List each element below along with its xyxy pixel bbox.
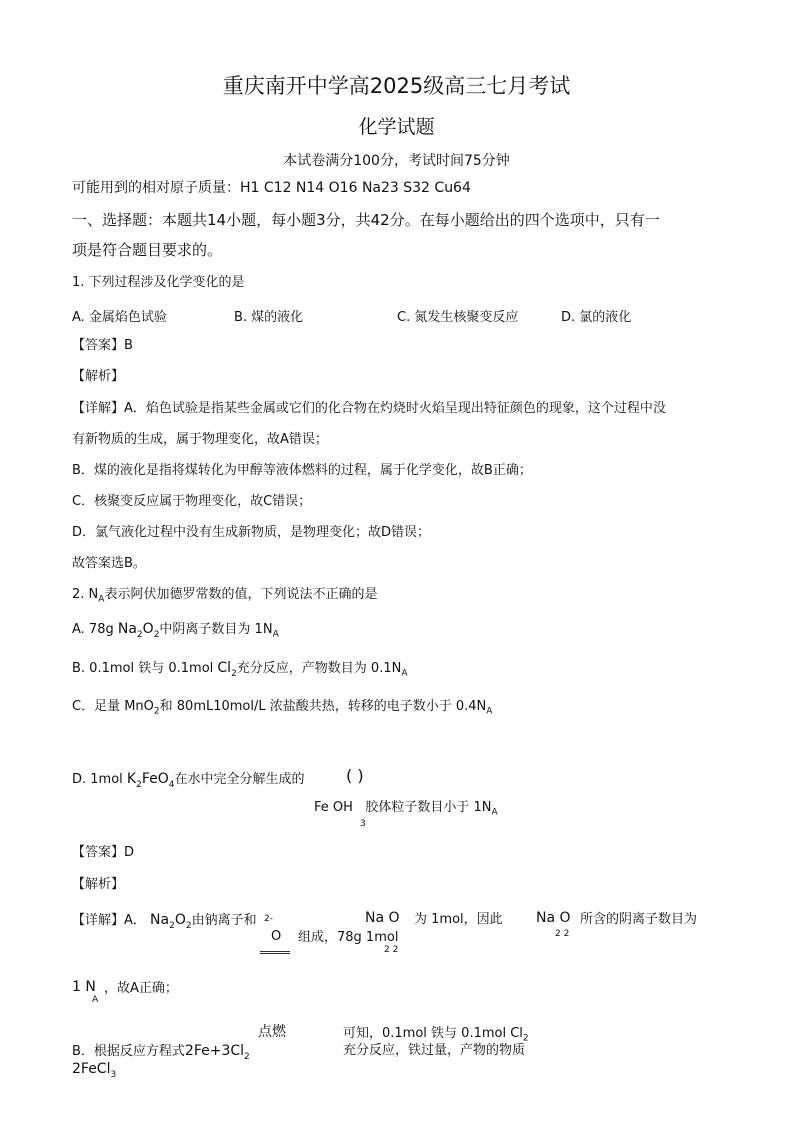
q1-option-d: D. 氯的液化 [561,310,632,325]
q1-detail-5: D．氯气液化过程中没有生成新物质，是物理变化；故D错误； [72,525,431,540]
q2-analysis-label: 【解析】 [72,877,125,892]
subject-title: 化学试题 [358,116,435,138]
q2-detail-b-cont: 充分反应，铁过量，产物的物质 [343,1043,526,1058]
q2-detail-a-end: 所含的阴离子数目为 [580,912,698,927]
atomic-masses: 可能用到的相对原子质量：H1 C12 N14 O16 Na23 S32 Cu64 [72,180,471,196]
q1-analysis-label: 【解析】 [72,369,125,384]
q1-detail-4: C．核聚变反应属于物理变化，故C错误； [72,494,312,509]
q1-answer: 【答案】B [72,338,133,353]
q2-option-a: A. 78g $Na_2O_2$中阴离子数目为 $1N_A$ [72,621,279,640]
q2-option-c: C．足量 MnO$_2$和 80mL10mol/L 浓盐酸共热，转移的电子数小于 $0.4N_A$ [72,699,493,717]
q2-detail-b-cond: 点燃 [258,1024,286,1040]
q1-option-a: A. 金属焰色试验 [72,310,167,325]
q2-detail-a-start: 【详解】A． $Na_2O_2$由钠离子和 [72,912,257,931]
q2-detail-a-rule [260,951,290,954]
q2-detail-b-product: 2FeCl$_3$ [72,1061,117,1080]
q1-detail-1: 【详解】A．焰色试验是指某些金属或它们的化合物在灼烧时火焰呈现出特征颜色的现象，这个过程中没 [72,401,666,416]
q2-detail-a-nao: Na O [365,910,400,926]
q2-detail-a-compose: 组成，78g 1mol [298,930,399,945]
q2-detail-a-peroxide: O [271,929,282,944]
q2-detail-a-charge: 2- [264,914,273,924]
q1-conclusion: 故答案选B。 [72,556,146,571]
q2-detail-a-correct: ，故A正确； [104,981,178,996]
q1-option-b: B. 煤的液化 [234,310,304,325]
q2-detail-a-1n-sub: A [92,995,99,1005]
q1-stem: 1. 下列过程涉及化学变化的是 [72,275,245,290]
q1-option-c: C. 氮发生核聚变反应 [397,310,519,325]
q1-detail-3: B．煤的液化是指将煤转化为甲醇等液体燃料的过程，属于化学变化，故B正确； [72,463,532,478]
exam-info: 本试卷满分100分，考试时间75分钟 [283,153,510,169]
q2-option-d: D. 1mol $K_2FeO_4$在水中完全分解生成的 [72,771,305,790]
section-heading-line2: 项是符合题目要求的。 [72,241,223,259]
q2-detail-a-mol: 为 1mol，因此 [414,912,503,927]
section-heading-line1: 一、选择题：本题共14小题，每小题3分，共42分。在每小题给出的四个选项中，只有一 [72,211,660,229]
q2-option-d-sub3: 3 [360,819,366,829]
q2-detail-b-start: B．根据反应方程式$2Fe+3Cl_2$ [72,1043,250,1062]
q2-stem: 2. $N_A$表示阿伏加德罗常数的值，下列说法不正确的是 [72,587,378,605]
page-title: 重庆南开中学高2025级高三七月考试 [222,74,571,98]
q2-detail-a-sub22b: 2 2 [555,929,570,939]
q2-answer: 【答案】D [72,845,135,860]
q2-detail-a-nao2: Na O [536,910,571,926]
q2-option-d-line2: Fe OH 胶体粒子数目小于 $1N_A$ [314,800,498,818]
q2-detail-a-1n: 1 N [72,979,96,995]
q2-detail-b-text: 可知，0.1mol 铁与 0.1mol $Cl_2$ [343,1026,529,1044]
q2-option-b: B. 0.1mol 铁与 0.1mol $Cl_2$充分反应，产物数目为 $0.1N_A$ [72,660,408,679]
q1-detail-2: 有新物质的生成，属于物理变化，故A错误； [72,432,328,447]
q2-detail-a-sub22: 2 2 [384,945,399,955]
q2-option-d-paren: ( ) [346,766,364,785]
